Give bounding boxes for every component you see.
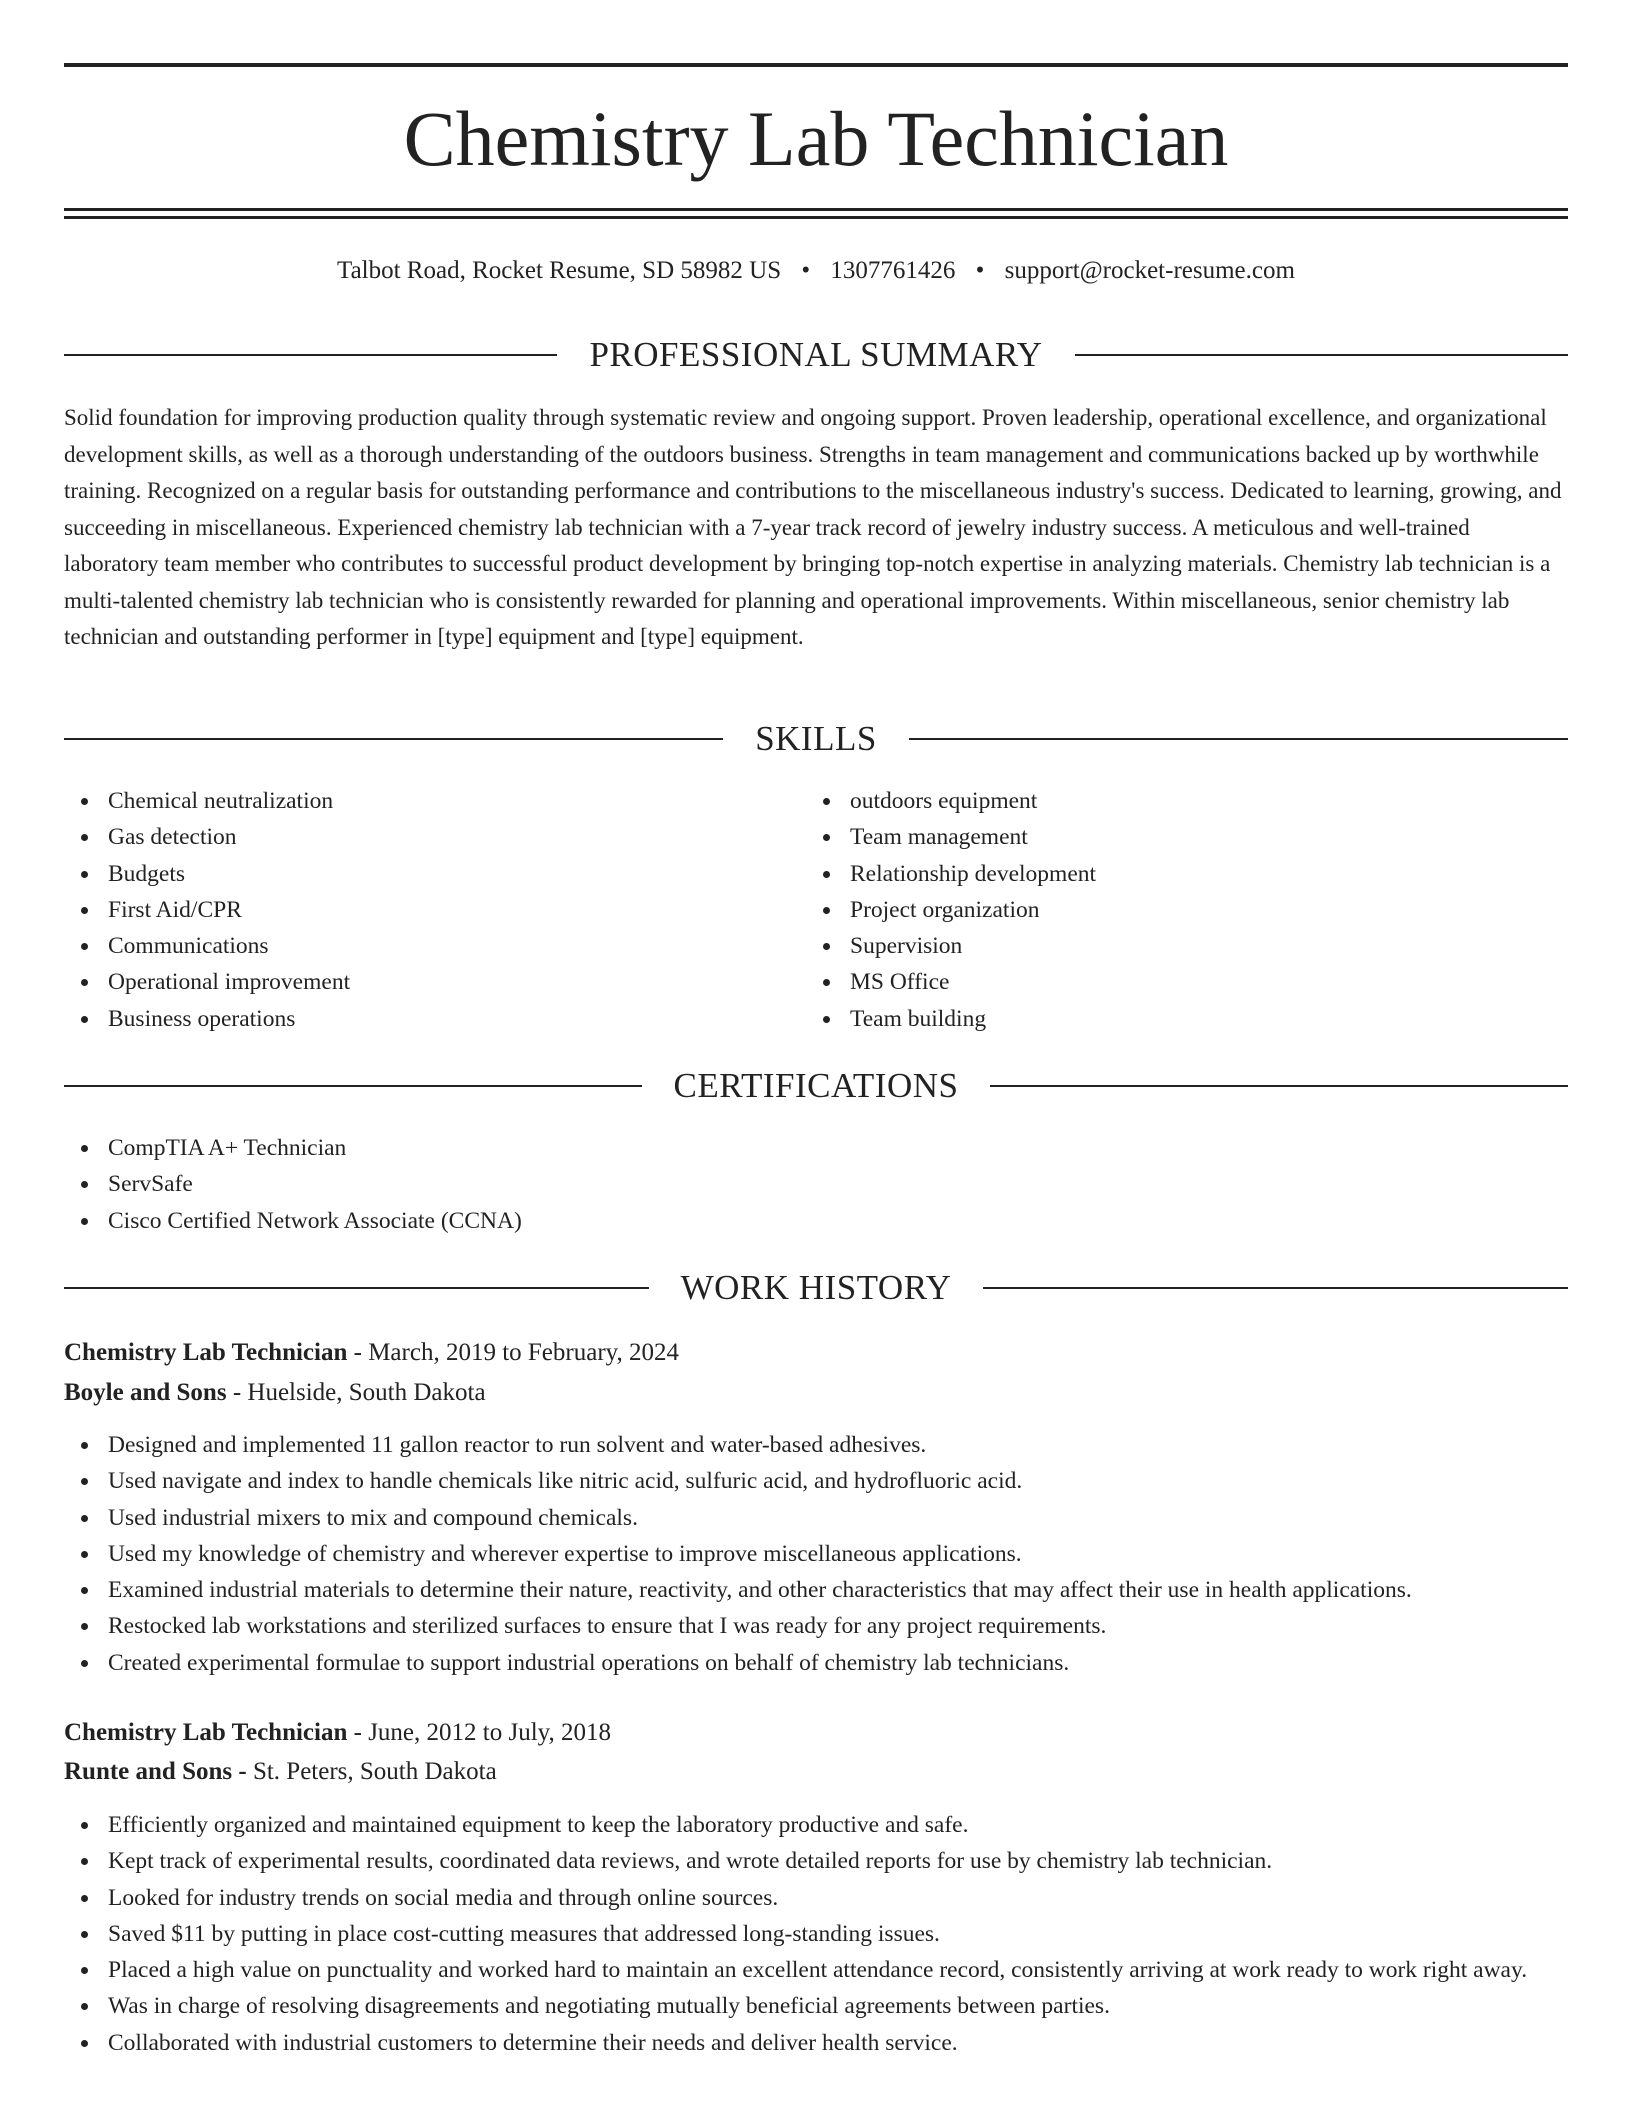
heading-rule-right [990,1085,1568,1087]
section-heading-summary [64,333,1568,377]
section-heading-work [64,1266,1568,1310]
skills-column-right [806,783,1506,1037]
job-title-line [64,1716,1568,1750]
section-heading-skills [64,717,1568,761]
heading-rule-left [64,1085,642,1087]
job-duty-item: Restocked lab workstations and sterilized surfaces to ensure that I was ready for any project requirements. [108,1608,1568,1644]
section-heading-certifications [64,1064,1568,1108]
job-dates: - June, 2012 to July, 2018 [347,1719,612,1746]
job-duties-list [64,1427,1568,1681]
skill-item: Budgets [108,856,764,892]
job-company-line [64,1755,1568,1789]
job-company-line [64,1376,1568,1410]
skill-item: MS Office [850,964,1506,1000]
job-location: - Huelside, South Dakota [226,1379,486,1406]
skill-item: Relationship development [850,856,1506,892]
job-duty-item: Used navigate and index to handle chemicals like nitric acid, sulfuric acid, and hydrofluoric acid. [108,1463,1568,1499]
skill-item: Team building [850,1001,1506,1037]
skill-item: Project organization [850,892,1506,928]
job-duties [64,1807,1568,2061]
skill-item: Gas detection [108,819,764,855]
job-duty-item: Collaborated with industrial customers to determine their needs and deliver health service. [108,2025,1568,2061]
job-title-line [64,1336,1568,1370]
certification-item: ServSafe [108,1166,1568,1202]
skill-item: Operational improvement [108,964,764,1000]
header-double-rule-lower [64,216,1568,219]
certification-item: Cisco Certified Network Associate (CCNA) [108,1203,1568,1239]
job-company: Runte and Sons - [64,1758,253,1785]
contact-email[interactable]: support@rocket-resume.com [1004,257,1295,284]
contact-phone: 1307761426 [830,257,956,284]
heading-rule-left [64,354,557,356]
skill-item: Communications [108,928,764,964]
skill-item: Chemical neutralization [108,783,764,819]
certifications-block [64,1130,1568,1239]
certification-item: CompTIA A+ Technician [108,1130,1568,1166]
contact-separator: • [975,257,985,284]
section-title-skills: SKILLS [755,719,877,758]
skill-item: outdoors equipment [850,783,1506,819]
job-duty-item: Used industrial mixers to mix and compound chemicals. [108,1500,1568,1536]
contact-separator: • [801,257,811,284]
job-duty-item: Placed a high value on punctuality and worked hard to maintain an excellent attendance record, consistently arriving at work ready to work right away. [108,1952,1568,1988]
job-title: Chemistry Lab Technician [64,1339,348,1366]
job-duty-item: Created experimental formulae to support industrial operations on behalf of chemistry lab technicians. [108,1645,1568,1681]
skill-item: Business operations [108,1001,764,1037]
heading-rule-right [1075,354,1568,356]
job-duty-item: Looked for industry trends on social media and through online sources. [108,1880,1568,1916]
section-title-work: WORK HISTORY [680,1268,952,1307]
header-double-rule-upper [64,208,1568,211]
job-company: Boyle and Sons [64,1379,227,1406]
heading-rule-right [983,1287,1568,1289]
heading-rule-left [64,738,723,740]
section-title-certifications: CERTIFICATIONS [673,1066,959,1105]
job-duty-item: Was in charge of resolving disagreements and negotiating mutually beneficial agreements between parties. [108,1988,1568,2024]
job-duty-item: Saved $11 by putting in place cost-cutting measures that addressed long-standing issues. [108,1916,1568,1952]
job-duty-item: Examined industrial materials to determine their nature, reactivity, and other characteristics that may affect their use in health applications. [108,1572,1568,1608]
job-title: Chemistry Lab Technician [64,1719,348,1746]
job-dates: - March, 2019 to February, 2024 [347,1339,680,1366]
heading-rule-left [64,1287,649,1289]
job-duty-item: Kept track of experimental results, coordinated data reviews, and wrote detailed reports for use by chemistry lab technician. [108,1843,1568,1879]
header-top-rule [64,63,1568,67]
skill-item: First Aid/CPR [108,892,764,928]
job-duties-list [64,1807,1568,2061]
contact-line [64,255,1568,287]
certifications-list [64,1130,1568,1239]
skills-column-left [64,783,764,1037]
heading-rule-right [909,738,1568,740]
job-duties [64,1427,1568,1681]
job-duty-item: Used my knowledge of chemistry and wherever expertise to improve miscellaneous applications. [108,1536,1568,1572]
job-duty-item: Designed and implemented 11 gallon reactor to run solvent and water-based adhesives. [108,1427,1568,1463]
summary-paragraph: Solid foundation for improving production quality through systematic review and ongoing support. Proven leadership, operational excellence, and organizational development skills, as well as a thorough understanding of the outdoors business. Strengths in team management and communications backed up by worthwhile training. Recognized on a regular basis for outstanding performance and contributions to the miscellaneous industry's success. Dedicated to learning, growing, and succeeding in miscellaneous. Experienced chemistry lab technician with a 7-year track record of jewelry industry success. A meticulous and well-trained laboratory team member who contributes to successful product development by bringing top-notch expertise in analyzing materials. Chemistry lab technician is a multi-talented chemistry lab technician who is consistently rewarded for planning and operational improvements. Within miscellaneous, senior chemistry lab technician and outstanding performer in [type] equipment and [type] equipment. [64,405,1562,649]
skill-item: Team management [850,819,1506,855]
skills-list-right [806,783,1506,1037]
skill-item: Supervision [850,928,1506,964]
skills-list-left [64,783,764,1037]
page-title: Chemistry Lab Technician [403,95,1229,182]
section-title-summary: PROFESSIONAL SUMMARY [589,335,1043,374]
job-duty-item: Efficiently organized and maintained equipment to keep the laboratory productive and safe. [108,1807,1568,1843]
job-location: St. Peters, South Dakota [252,1758,497,1785]
contact-address: Talbot Road, Rocket Resume, SD 58982 US [337,257,782,284]
